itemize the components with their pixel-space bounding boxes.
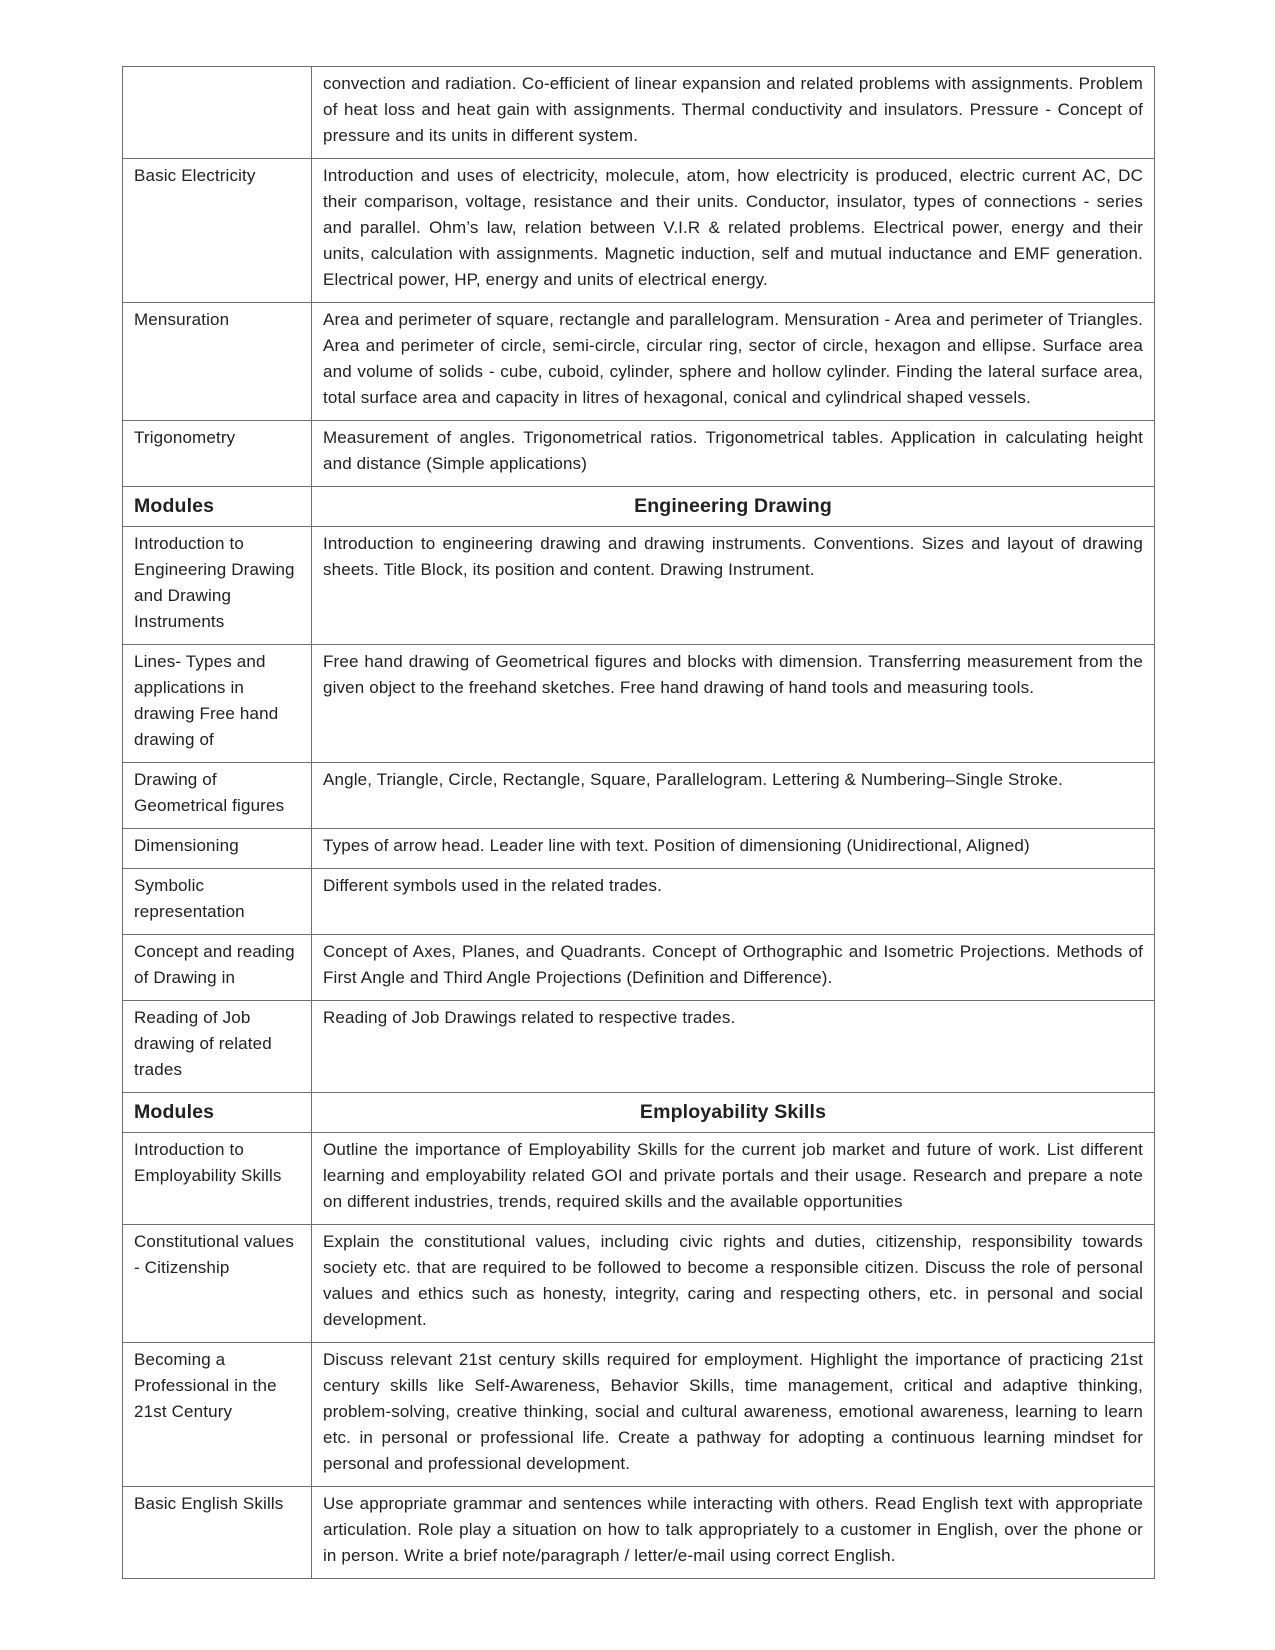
module-description-cell: convection and radiation. Co-efficient of linear expansion and related problems with assignments. Problem of heat loss and heat gain with assignments. Thermal conductivity and insulators. Pressure - Concept of pressure and its units in different system. — [312, 67, 1155, 159]
module-description-cell: Use appropriate grammar and sentences while interacting with others. Read English text with appropriate articulation. Role play a situation on how to talk appropriately to a customer in English, over the phone or in person. Write a brief note/paragraph / letter/e-mail using correct English. — [312, 1487, 1155, 1579]
module-description-cell: Angle, Triangle, Circle, Rectangle, Square, Parallelogram. Lettering & Numbering–Single Stroke. — [312, 763, 1155, 829]
module-label-cell: Drawing of Geometrical figures — [123, 763, 312, 829]
syllabus-table-body — [123, 67, 1155, 1579]
module-description-cell: Area and perimeter of square, rectangle and parallelogram. Mensuration - Area and perimeter of Triangles. Area and perimeter of circle, semi-circle, circular ring, sector of circle, hexagon and ellipse. Surface area and volume of solids - cube, cuboid, cylinder, sphere and hollow cylinder. Finding the lateral surface area, total surface area and capacity in litres of hexagonal, conical and cylindrical shaped vessels. — [312, 303, 1155, 421]
module-label-cell: Constitutional values - Citizenship — [123, 1225, 312, 1343]
module-label-cell: Introduction to Employability Skills — [123, 1133, 312, 1225]
table-row — [123, 763, 1155, 829]
module-label-cell: Reading of Job drawing of related trades — [123, 1001, 312, 1093]
module-label-cell: Basic Electricity — [123, 159, 312, 303]
table-row — [123, 829, 1155, 869]
module-description-cell: Outline the importance of Employability Skills for the current job market and future of work. List different learning and employability related GOI and private portals and their usage. Research and prepare a note on different industries, trends, required skills and the available opportunities — [312, 1133, 1155, 1225]
module-label-cell: Symbolic representation — [123, 869, 312, 935]
modules-header-cell: Modules — [123, 1093, 312, 1133]
module-description-cell: Explain the constitutional values, including civic rights and duties, citizenship, responsibility towards society etc. that are required to be followed to become a responsible citizen. Discuss the role of personal values and ethics such as honesty, integrity, caring and respecting others, etc. in personal and social development. — [312, 1225, 1155, 1343]
table-row — [123, 159, 1155, 303]
table-row — [123, 869, 1155, 935]
modules-header-cell: Modules — [123, 487, 312, 527]
module-description-cell: Concept of Axes, Planes, and Quadrants. Concept of Orthographic and Isometric Projections. Methods of First Angle and Third Angle Projections (Definition and Difference). — [312, 935, 1155, 1001]
module-description-cell: Free hand drawing of Geometrical figures and blocks with dimension. Transferring measurement from the given object to the freehand sketches. Free hand drawing of hand tools and measuring tools. — [312, 645, 1155, 763]
table-row — [123, 527, 1155, 645]
module-description-cell: Discuss relevant 21st century skills required for employment. Highlight the importance of practicing 21st century skills like Self-Awareness, Behavior Skills, time management, critical and adaptive thinking, problem-solving, creative thinking, social and cultural awareness, emotional awareness, learning to learn etc. in personal or professional life. Create a pathway for adopting a continuous learning mindset for personal and professional development. — [312, 1343, 1155, 1487]
section-title-cell: Employability Skills — [312, 1093, 1155, 1133]
module-description-cell: Reading of Job Drawings related to respective trades. — [312, 1001, 1155, 1093]
table-row — [123, 303, 1155, 421]
module-label-cell: Dimensioning — [123, 829, 312, 869]
module-description-cell: Introduction to engineering drawing and drawing instruments. Conventions. Sizes and layout of drawing sheets. Title Block, its position and content. Drawing Instrument. — [312, 527, 1155, 645]
module-label-cell: Lines- Types and applications in drawing Free hand drawing of — [123, 645, 312, 763]
module-label-cell: Trigonometry — [123, 421, 312, 487]
module-description-cell: Measurement of angles. Trigonometrical ratios. Trigonometrical tables. Application in calculating height and distance (Simple applications) — [312, 421, 1155, 487]
table-row — [123, 421, 1155, 487]
table-row — [123, 1487, 1155, 1579]
syllabus-table — [122, 66, 1155, 1579]
table-row — [123, 67, 1155, 159]
module-description-cell: Introduction and uses of electricity, molecule, atom, how electricity is produced, electric current AC, DC their comparison, voltage, resistance and their units. Conductor, insulator, types of connections - series and parallel. Ohm’s law, relation between V.I.R & related problems. Electrical power, energy and their units, calculation with assignments. Magnetic induction, self and mutual inductance and EMF generation. Electrical power, HP, energy and units of electrical energy. — [312, 159, 1155, 303]
table-row — [123, 1001, 1155, 1093]
module-label-cell: Becoming a Professional in the 21st Century — [123, 1343, 312, 1487]
table-row — [123, 1133, 1155, 1225]
module-label-cell — [123, 67, 312, 159]
module-description-cell: Different symbols used in the related trades. — [312, 869, 1155, 935]
table-row — [123, 645, 1155, 763]
section-title-cell: Engineering Drawing — [312, 487, 1155, 527]
module-label-cell: Introduction to Engineering Drawing and Drawing Instruments — [123, 527, 312, 645]
module-label-cell: Concept and reading of Drawing in — [123, 935, 312, 1001]
module-description-cell: Types of arrow head. Leader line with text. Position of dimensioning (Unidirectional, Aligned) — [312, 829, 1155, 869]
table-row — [123, 935, 1155, 1001]
module-label-cell: Mensuration — [123, 303, 312, 421]
table-row — [123, 1225, 1155, 1343]
table-row — [123, 1343, 1155, 1487]
module-section-header-row — [123, 1093, 1155, 1133]
module-label-cell: Basic English Skills — [123, 1487, 312, 1579]
module-section-header-row — [123, 487, 1155, 527]
